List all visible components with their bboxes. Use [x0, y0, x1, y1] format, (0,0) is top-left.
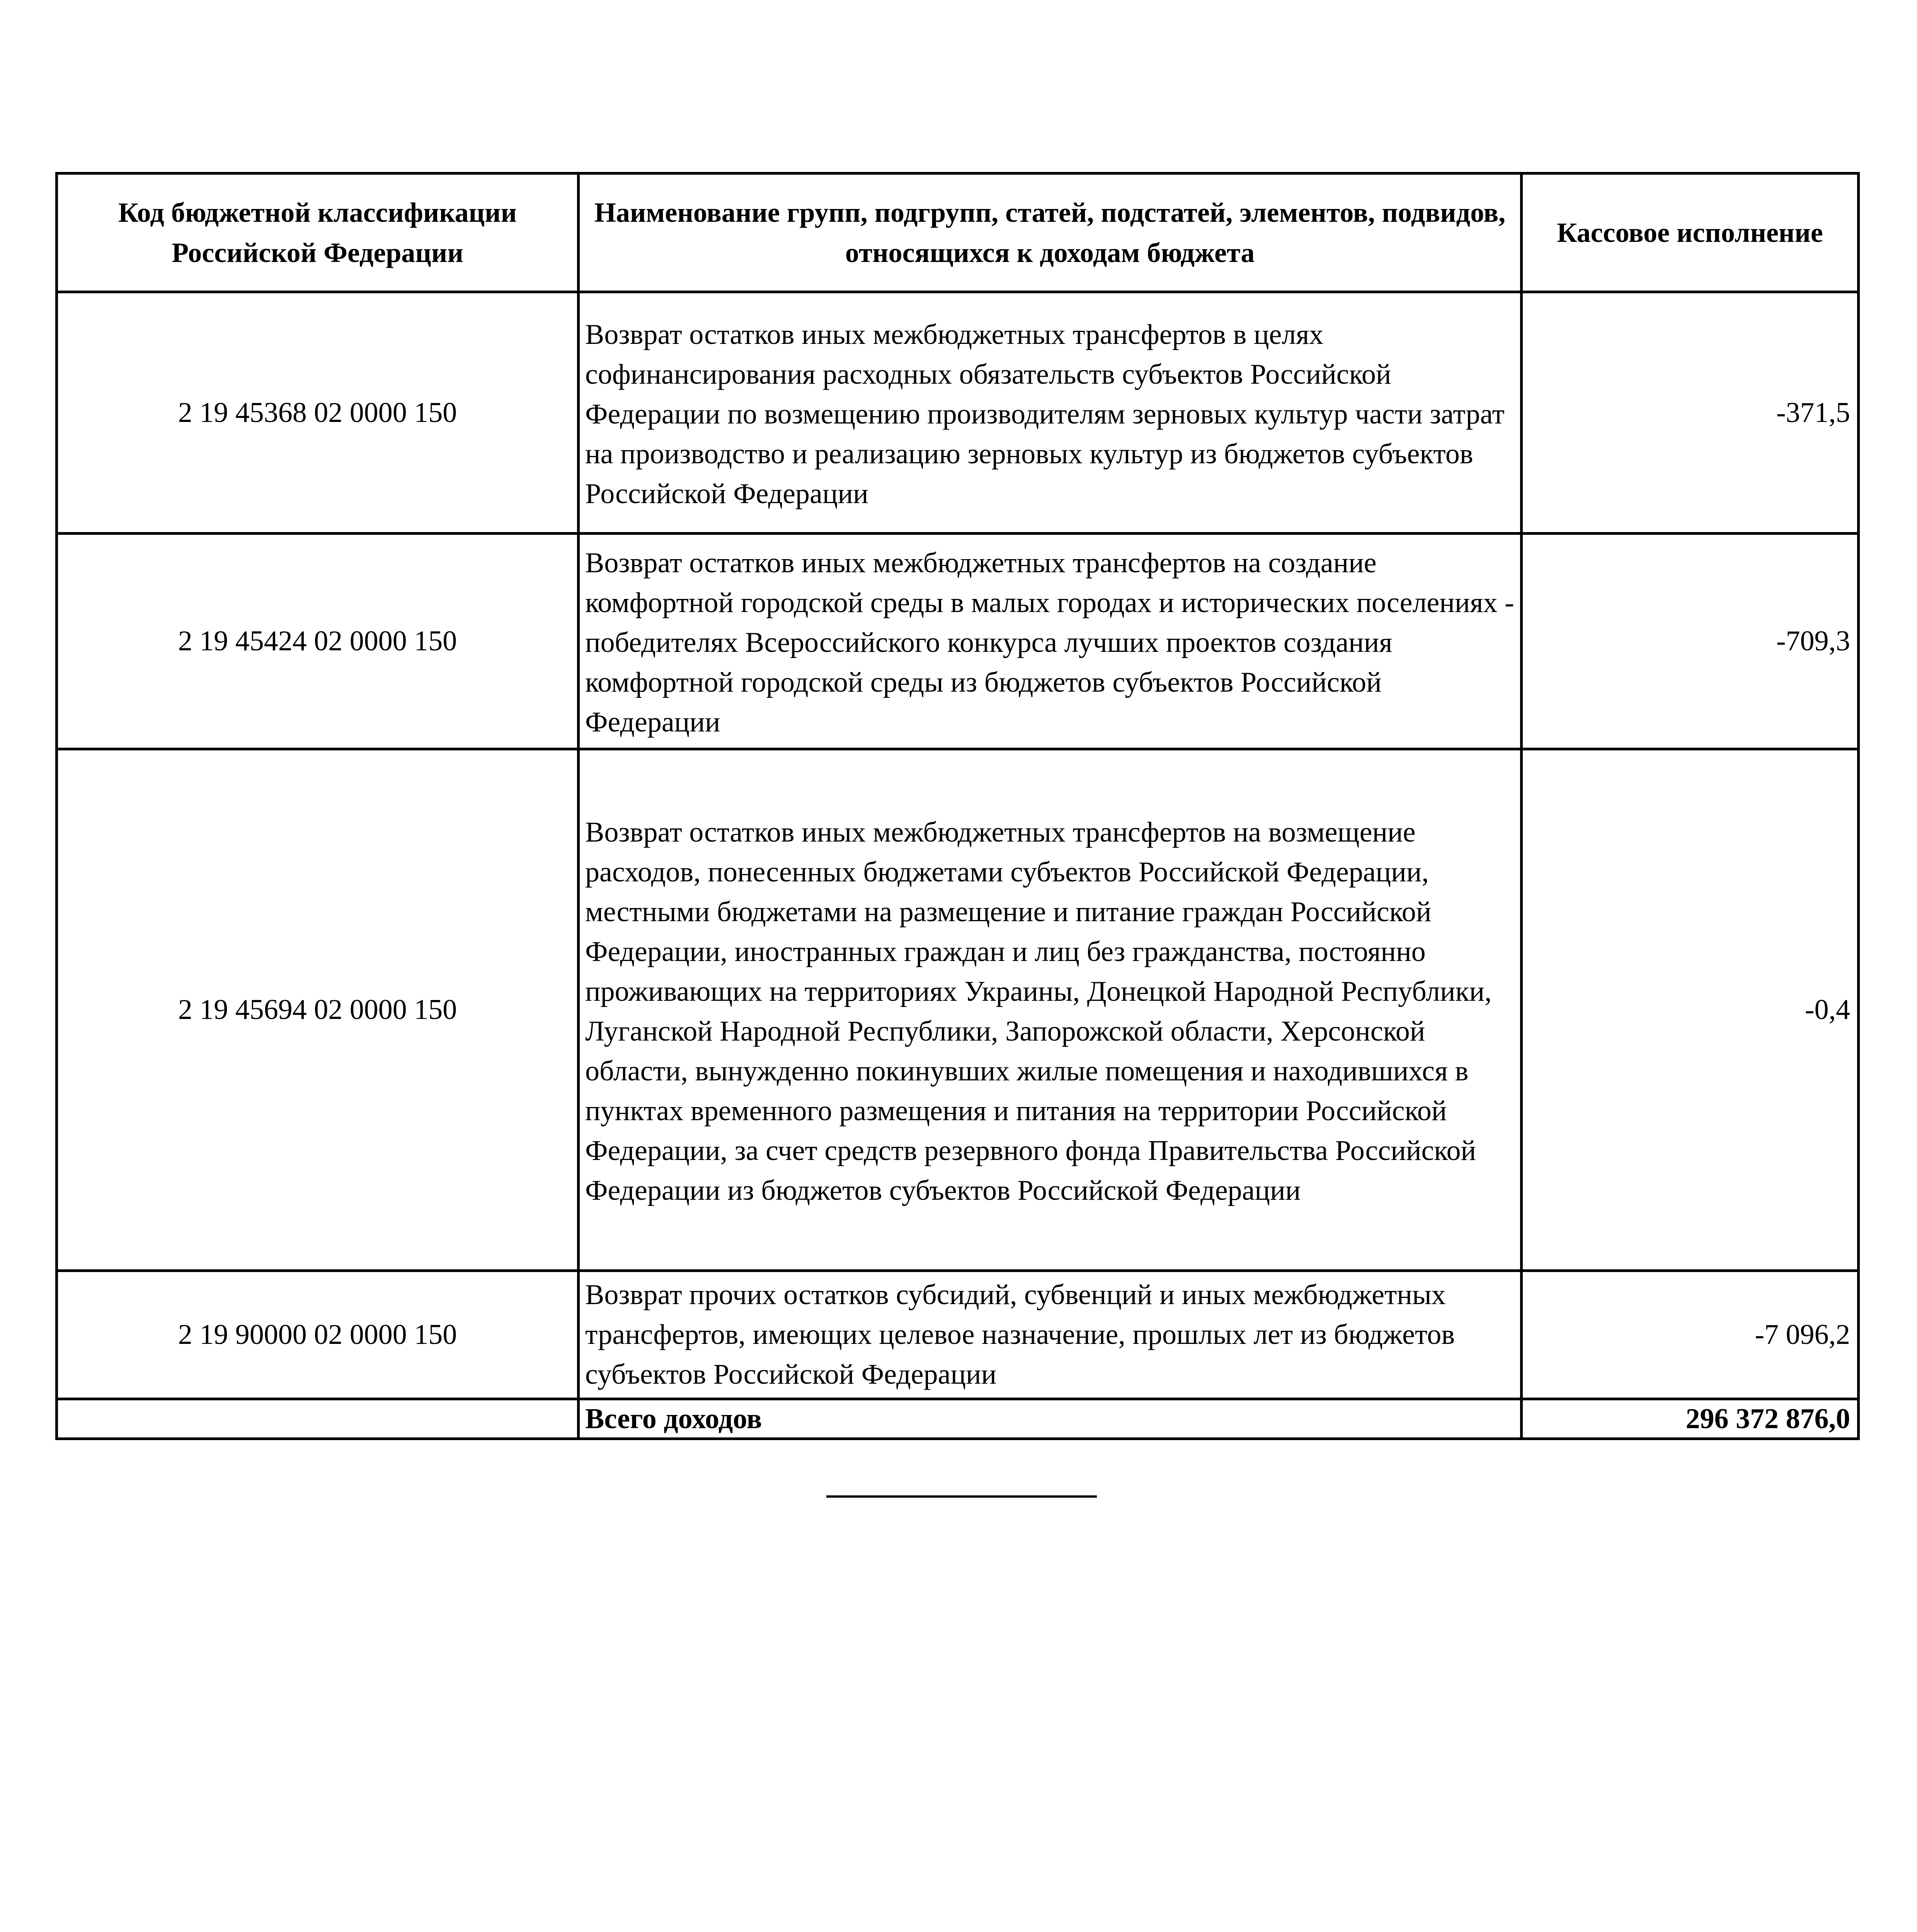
total-row [57, 1399, 1859, 1439]
table-row [57, 534, 1859, 749]
row-code: 2 19 90000 02 0000 150 [57, 1271, 579, 1399]
row-name: Возврат прочих остатков субсидий, субвенций и иных межбюджетных трансфертов, имеющих целевое назначение, прошлых лет из бюджетов субъектов Российской Федерации [579, 1271, 1522, 1399]
end-separator-line [826, 1495, 1097, 1498]
row-amount: -0,4 [1522, 749, 1859, 1271]
row-name: Возврат остатков иных межбюджетных трансфертов в целях софинансирования расходных обязательств субъектов Российской Федерации по возмещению производителям зерновых культур части затрат на производство и реализацию зерновых культур из бюджетов субъектов Российской Федерации [579, 292, 1522, 534]
header-name: Наименование групп, подгрупп, статей, подстатей, элементов, подвидов, относящихся к доходам бюджета [579, 173, 1522, 292]
table-row [57, 292, 1859, 534]
total-amount: 296 372 876,0 [1522, 1399, 1859, 1439]
table-row [57, 749, 1859, 1271]
row-amount: -371,5 [1522, 292, 1859, 534]
row-name: Возврат остатков иных межбюджетных трансфертов на создание комфортной городской среды в малых городах и исторических поселениях - победителях Всероссийского конкурса лучших проектов создания комфортной городской среды из бюджетов субъектов Российской Федерации [579, 534, 1522, 749]
row-code: 2 19 45368 02 0000 150 [57, 292, 579, 534]
row-amount: -7 096,2 [1522, 1271, 1859, 1399]
total-label: Всего доходов [579, 1399, 1522, 1439]
table-row [57, 1271, 1859, 1399]
row-code: 2 19 45694 02 0000 150 [57, 749, 579, 1271]
total-code [57, 1399, 579, 1439]
header-code: Код бюджетной классификации Российской Федерации [57, 173, 579, 292]
budget-revenue-table [55, 172, 1860, 1440]
header-amount: Кассовое исполнение [1522, 173, 1859, 292]
row-code: 2 19 45424 02 0000 150 [57, 534, 579, 749]
table-header-row [57, 173, 1859, 292]
row-name: Возврат остатков иных межбюджетных трансфертов на возмещение расходов, понесенных бюджетами субъектов Российской Федерации, местными бюджетами на размещение и питание граждан Российской Федерации, иностранных граждан и лиц без гражданства, постоянно проживающих на территориях Украины, Донецкой Народной Республики, Луганской Народной Республики, Запорожской области, Херсонской области, вынужденно покинувших жилые помещения и находившихся в пунктах временного размещения и питания на территории Российской Федерации, за счет средств резервного фонда Правительства Российской Федерации из бюджетов субъектов Российской Федерации [579, 749, 1522, 1271]
row-amount: -709,3 [1522, 534, 1859, 749]
